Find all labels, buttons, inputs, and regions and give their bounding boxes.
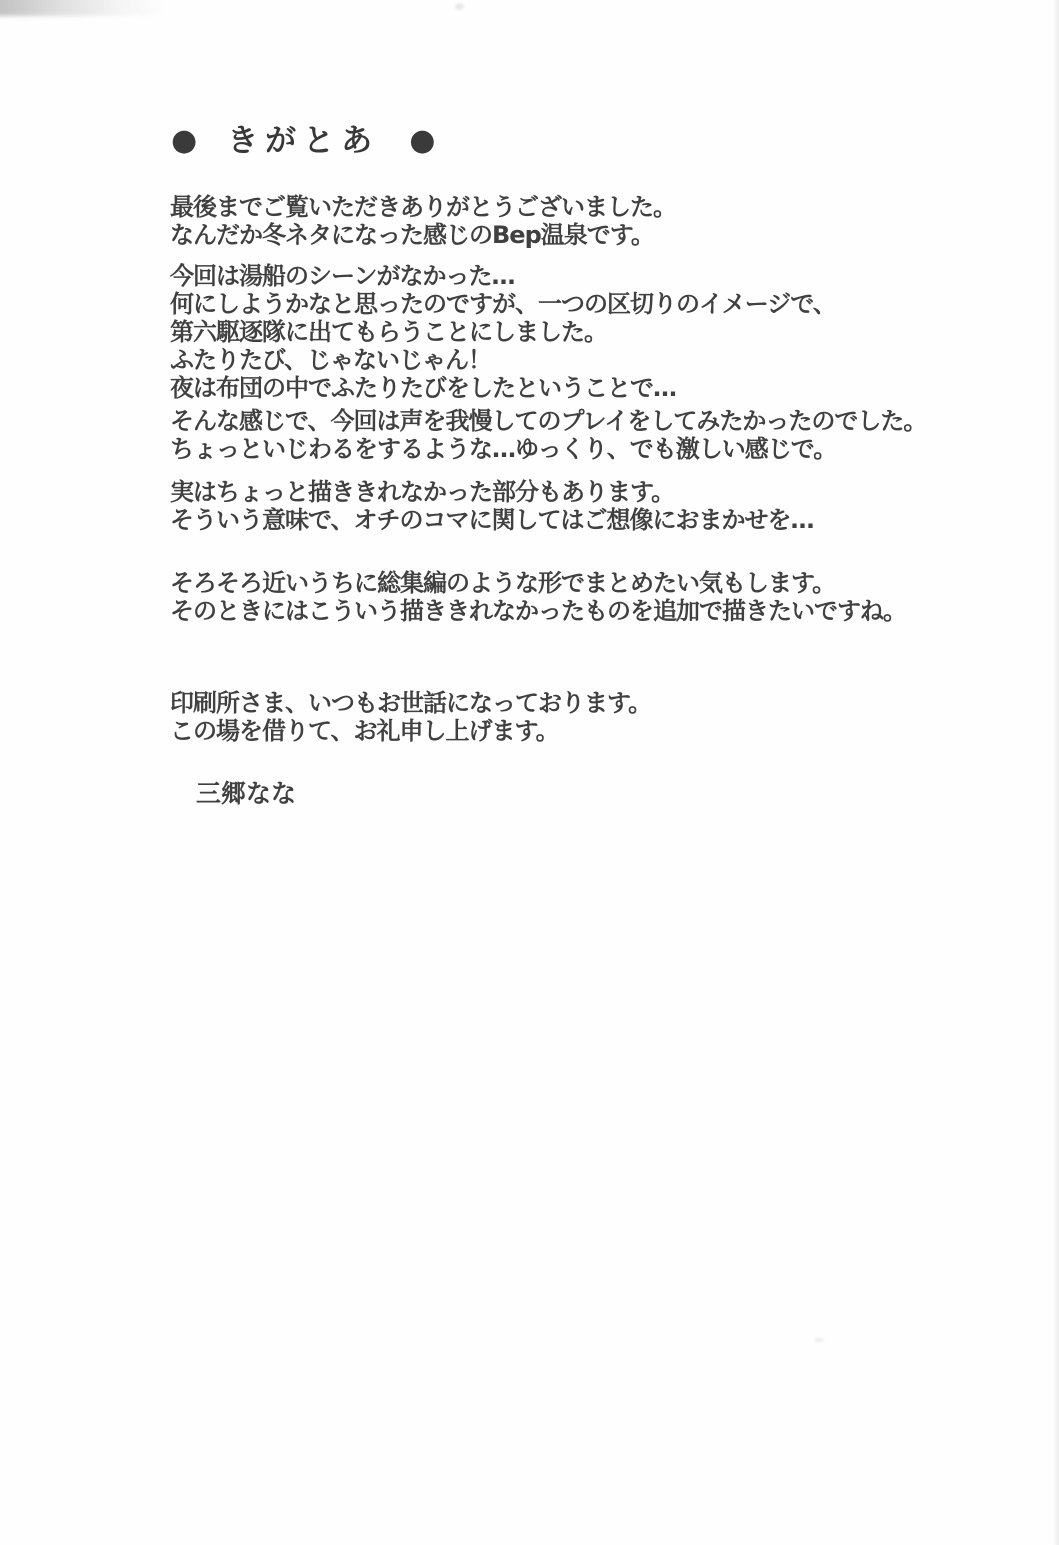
paragraph-play-notes [170,407,926,463]
author-signature: 三郷なな [196,779,297,808]
text-line: 印刷所さま、いつもお世話になっております。 [170,689,652,717]
text-line: 夜は布団の中でふたりたびをしたということで… [170,374,676,402]
paragraph-printer-thanks [170,689,651,745]
text-line: この場を借りて、お礼申し上げます。 [170,717,559,745]
text-line: そういう意味で、オチのコマに関してはご想像におまかせを… [170,506,814,534]
scan-edge-shadow [1053,0,1059,1545]
scan-smudge-artifact [0,0,167,16]
text-line: ふたりたび、じゃないじゃん！ [170,346,492,374]
text-line: 何にしようかなと思ったのですが、一つの区切りのイメージで、 [170,290,836,318]
text-line: ちょっといじわるをするような…ゆっくり、でも激しい感じで。 [170,435,837,463]
paragraph-unfinished-notes [170,478,814,534]
bullet-icon: ● [409,123,436,158]
scan-speck-artifact [455,3,464,10]
text-line: 第六駆逐隊に出てもらうことにしました。 [170,318,607,346]
text-line: 最後までご覧いただきありがとうございました。 [170,193,676,221]
text-line: そのときにはこういう描ききれなかったものを追加で描きたいですね。 [170,597,906,625]
text-line: 今回は湯船のシーンがなかった… [170,262,515,290]
scan-speck-artifact [814,1338,824,1342]
afterword-header [171,123,435,159]
paragraph-compilation-notes [170,569,906,625]
paragraph-thanks [170,193,676,249]
paragraph-scene-notes [170,262,836,402]
text-line: そろそろ近いうちに総集編のような形でまとめたい気もします。 [170,569,836,597]
bullet-icon: ● [171,123,198,158]
text-line: 実はちょっと描ききれなかった部分もあります。 [170,478,675,506]
text-line: なんだか冬ネタになった感じのBep温泉です。 [170,221,654,249]
page-title: きがとあ [227,123,380,159]
text-line: そんな感じで、今回は声を我慢してのプレイをしてみたかったのでした。 [170,407,927,435]
